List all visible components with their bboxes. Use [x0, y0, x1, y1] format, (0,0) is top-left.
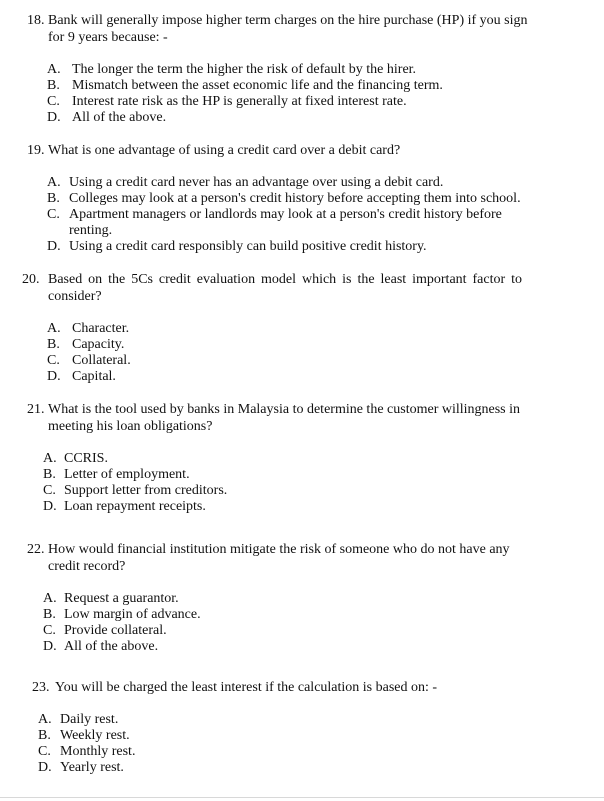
option-list	[43, 591, 527, 655]
option-d	[43, 499, 527, 515]
option-a	[47, 321, 522, 337]
option-letter: A.	[47, 321, 61, 336]
option-text: Mismatch between the asset economic life and the financing term.	[72, 78, 443, 93]
option-c	[47, 207, 537, 239]
option-text: Weekly rest.	[60, 728, 130, 743]
option-b	[47, 337, 522, 353]
option-letter: B.	[38, 728, 51, 743]
option-c	[43, 483, 527, 499]
option-letter: B.	[47, 337, 60, 352]
option-text: Letter of employment.	[64, 467, 190, 482]
question-22	[27, 541, 527, 655]
option-text: Collateral.	[72, 353, 131, 368]
option-letter: A.	[43, 591, 57, 606]
option-text: CCRIS.	[64, 451, 108, 466]
question-21	[27, 401, 527, 515]
option-text: All of the above.	[72, 110, 167, 125]
question-23	[32, 679, 532, 776]
option-text: Monthly rest.	[60, 744, 136, 759]
option-list	[43, 451, 527, 515]
option-letter: A.	[47, 175, 61, 190]
question-number: 18.	[27, 13, 45, 28]
question-number: 23.	[32, 680, 50, 695]
option-b	[43, 607, 527, 623]
question-text: What is one advantage of using a credit card over a debit card?	[48, 143, 401, 158]
option-c	[47, 94, 537, 110]
question-stem	[27, 541, 527, 575]
option-text: Loan repayment receipts.	[64, 499, 206, 514]
option-text: Provide collateral.	[64, 623, 167, 638]
question-18	[27, 12, 537, 126]
option-letter: B.	[43, 467, 56, 482]
question-19	[27, 142, 537, 255]
option-c	[38, 744, 532, 760]
option-list	[38, 712, 532, 776]
option-d	[47, 369, 522, 385]
question-text: Based on the 5Cs credit evaluation model which is the least important factor to consider?	[48, 272, 522, 304]
option-letter: B.	[47, 78, 60, 93]
question-stem	[27, 142, 537, 159]
question-stem	[32, 679, 532, 696]
option-text: Character.	[72, 321, 130, 336]
option-letter: D.	[47, 110, 61, 125]
question-number: 22.	[27, 542, 45, 557]
option-letter: C.	[38, 744, 51, 759]
option-letter: A.	[43, 451, 57, 466]
option-letter: C.	[47, 94, 60, 109]
page-bottom-divider	[0, 797, 604, 798]
option-list	[47, 321, 522, 385]
question-stem	[27, 12, 537, 46]
question-number: 19.	[27, 143, 45, 158]
option-c	[47, 353, 522, 369]
option-letter: D.	[47, 239, 61, 254]
option-text: Low margin of advance.	[64, 607, 201, 622]
question-stem	[22, 271, 522, 305]
option-a	[47, 175, 537, 191]
question-text: How would financial institution mitigate the risk of someone who do not have any credit record?	[48, 542, 510, 574]
option-letter: A.	[38, 712, 52, 727]
option-letter: C.	[43, 483, 56, 498]
question-number: 20.	[22, 272, 40, 287]
option-text: Apartment managers or landlords may look at a person's credit history before renting.	[69, 207, 502, 238]
option-b	[47, 191, 537, 207]
option-b	[47, 78, 537, 94]
option-text: Using a credit card responsibly can build positive credit history.	[69, 239, 427, 254]
option-letter: B.	[47, 191, 60, 206]
option-text: The longer the term the higher the risk of default by the hirer.	[72, 62, 417, 77]
option-text: Colleges may look at a person's credit history before accepting them into school.	[69, 191, 521, 206]
question-stem	[27, 401, 527, 435]
option-a	[43, 591, 527, 607]
option-a	[38, 712, 532, 728]
option-text: All of the above.	[64, 639, 159, 654]
option-d	[47, 110, 537, 126]
option-b	[38, 728, 532, 744]
option-text: Yearly rest.	[60, 760, 124, 775]
question-text: You will be charged the least interest if the calculation is based on: -	[55, 680, 438, 695]
option-letter: B.	[43, 607, 56, 622]
option-a	[47, 62, 537, 78]
option-a	[43, 451, 527, 467]
option-list	[47, 62, 537, 126]
option-letter: C.	[47, 353, 60, 368]
option-letter: D.	[38, 760, 52, 775]
option-letter: D.	[47, 369, 61, 384]
question-text: What is the tool used by banks in Malaysia to determine the customer willingness in meeting his loan obligations?	[48, 402, 521, 434]
question-number: 21.	[27, 402, 45, 417]
option-text: Support letter from creditors.	[64, 483, 228, 498]
option-c	[43, 623, 527, 639]
option-text: Capacity.	[72, 337, 125, 352]
option-d	[38, 760, 532, 776]
option-letter: D.	[43, 639, 57, 654]
option-text: Interest rate risk as the HP is generally at fixed interest rate.	[72, 94, 407, 109]
option-d	[43, 639, 527, 655]
option-text: Daily rest.	[60, 712, 119, 727]
option-text: Capital.	[72, 369, 116, 384]
question-20	[22, 271, 522, 385]
option-text: Using a credit card never has an advantage over using a debit card.	[69, 175, 444, 190]
option-text: Request a guarantor.	[64, 591, 179, 606]
option-letter: C.	[43, 623, 56, 638]
option-letter: A.	[47, 62, 61, 77]
option-d	[47, 239, 537, 255]
option-letter: D.	[43, 499, 57, 514]
option-b	[43, 467, 527, 483]
question-text: Bank will generally impose higher term charges on the hire purchase (HP) if you sign for 9 years because: -	[48, 13, 528, 45]
option-list	[47, 175, 537, 255]
option-letter: C.	[47, 207, 60, 222]
